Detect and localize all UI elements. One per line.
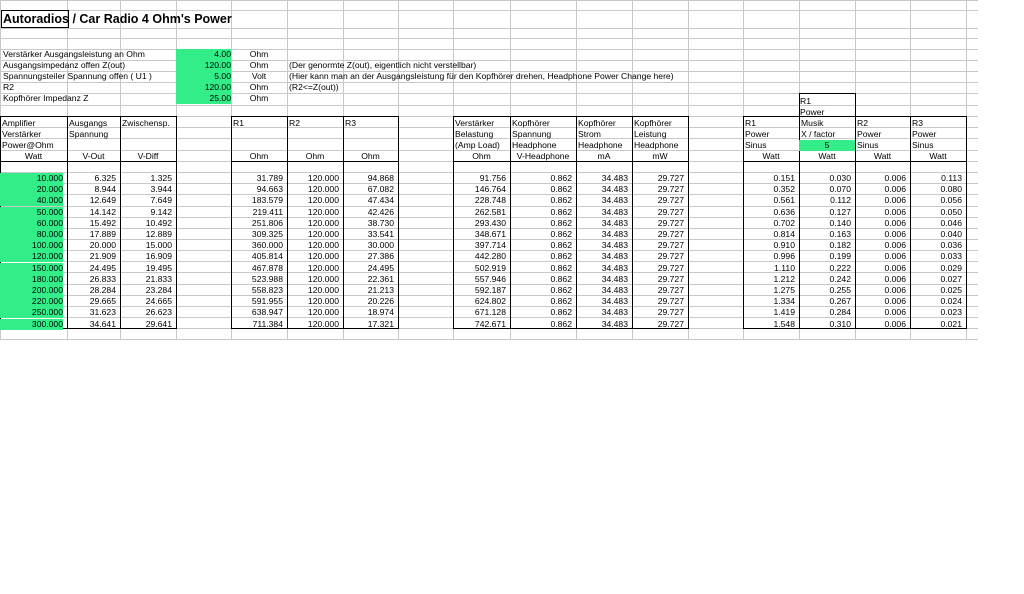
power-input-cell[interactable]: 180.000 bbox=[0, 274, 63, 285]
data-cell: 15.000 bbox=[145, 240, 172, 251]
column-unit: mW bbox=[652, 151, 668, 161]
data-cell: 1.419 bbox=[773, 307, 795, 318]
data-cell: 29.727 bbox=[657, 285, 684, 295]
data-cell: 348.671 bbox=[474, 229, 506, 239]
column-header: Sinus bbox=[912, 140, 934, 150]
data-cell: 0.862 bbox=[550, 195, 572, 206]
data-cell: 309.325 bbox=[251, 229, 283, 239]
data-cell: 34.483 bbox=[601, 251, 628, 262]
column-header: R3 bbox=[912, 118, 923, 128]
data-cell: 0.023 bbox=[940, 307, 962, 318]
data-cell: 29.727 bbox=[657, 229, 684, 239]
column-header: Zwischensp. bbox=[122, 118, 170, 128]
musik-header-power: Power bbox=[800, 107, 825, 117]
data-cell: 10.492 bbox=[145, 217, 172, 228]
data-cell: 0.862 bbox=[550, 307, 572, 318]
grid-line bbox=[799, 93, 855, 94]
data-cell: 146.764 bbox=[474, 184, 506, 195]
power-input-cell[interactable]: 100.000 bbox=[0, 240, 63, 251]
data-cell: 0.310 bbox=[829, 318, 851, 329]
data-cell: 34.483 bbox=[601, 285, 628, 295]
param-note: (Hier kann man an der Ausgangsleistung für den Kopfhörer drehen, Headphone Power Change here) bbox=[289, 71, 674, 81]
data-cell: 0.006 bbox=[884, 184, 906, 195]
data-cell: 251.806 bbox=[251, 217, 283, 228]
data-cell: 0.056 bbox=[940, 195, 962, 206]
data-cell: 0.006 bbox=[884, 285, 906, 295]
param-label: Kopfhörer Impedanz Z bbox=[3, 93, 89, 103]
data-cell: 20.000 bbox=[89, 240, 116, 251]
data-cell: 0.050 bbox=[940, 206, 962, 217]
data-cell: 0.040 bbox=[940, 229, 962, 239]
power-input-cell[interactable]: 20.000 bbox=[0, 184, 63, 195]
column-header: X / factor bbox=[801, 129, 836, 139]
data-cell: 6.325 bbox=[94, 173, 116, 183]
grid-line bbox=[0, 49, 978, 50]
data-cell: 12.889 bbox=[145, 229, 172, 239]
column-unit: Watt bbox=[24, 151, 43, 161]
data-cell: 34.483 bbox=[601, 307, 628, 318]
column-header: Kopfhörer bbox=[634, 118, 672, 128]
data-cell: 0.025 bbox=[940, 285, 962, 295]
column-header: Sinus bbox=[857, 140, 879, 150]
data-cell: 14.142 bbox=[89, 206, 116, 217]
data-cell: 0.027 bbox=[940, 273, 962, 284]
data-cell: 558.823 bbox=[251, 285, 283, 295]
data-cell: 1.325 bbox=[150, 173, 172, 183]
param-value[interactable]: 120.00 bbox=[176, 82, 231, 93]
data-cell: 29.727 bbox=[657, 307, 684, 318]
data-cell: 29.727 bbox=[657, 206, 684, 217]
grid-line bbox=[453, 116, 688, 117]
column-header: (Amp Load) bbox=[455, 140, 500, 150]
column-unit: Watt bbox=[873, 151, 892, 161]
data-cell: 30.000 bbox=[367, 240, 394, 251]
data-cell: 34.483 bbox=[601, 184, 628, 195]
data-cell: 34.483 bbox=[601, 195, 628, 206]
data-cell: 67.082 bbox=[367, 184, 394, 195]
data-cell: 21.909 bbox=[89, 251, 116, 262]
data-cell: 624.802 bbox=[474, 296, 506, 307]
data-cell: 228.748 bbox=[474, 195, 506, 206]
data-cell: 120.000 bbox=[307, 251, 339, 262]
data-cell: 0.006 bbox=[884, 307, 906, 318]
data-cell: 0.006 bbox=[884, 262, 906, 273]
data-cell: 0.006 bbox=[884, 240, 906, 251]
data-cell: 1.548 bbox=[773, 318, 795, 329]
column-header: R1 bbox=[745, 118, 756, 128]
data-cell: 42.426 bbox=[367, 206, 394, 217]
data-cell: 34.483 bbox=[601, 240, 628, 251]
column-header: Spannung bbox=[512, 129, 552, 139]
column-header: Kopfhörer bbox=[578, 118, 616, 128]
data-cell: 0.862 bbox=[550, 285, 572, 295]
data-cell: 7.649 bbox=[150, 195, 172, 206]
column-header: Power@Ohm bbox=[2, 140, 54, 150]
data-cell: 29.727 bbox=[657, 240, 684, 251]
data-cell: 0.862 bbox=[550, 206, 572, 217]
grid-line bbox=[0, 0, 978, 1]
data-cell: 23.284 bbox=[145, 285, 172, 295]
data-cell: 0.112 bbox=[830, 195, 851, 206]
data-cell: 33.541 bbox=[367, 229, 394, 239]
data-cell: 22.361 bbox=[367, 273, 394, 284]
data-cell: 0.814 bbox=[773, 229, 795, 239]
data-cell: 29.727 bbox=[657, 173, 684, 183]
data-cell: 0.140 bbox=[829, 217, 851, 228]
grid-line bbox=[0, 10, 978, 11]
power-input-cell[interactable]: 80.000 bbox=[0, 229, 63, 240]
data-cell: 405.814 bbox=[251, 251, 283, 262]
power-input-cell[interactable]: 40.000 bbox=[0, 195, 63, 206]
param-unit: Ohm bbox=[249, 93, 269, 103]
param-unit: Ohm bbox=[249, 49, 269, 59]
data-cell: 293.430 bbox=[474, 217, 506, 228]
data-cell: 94.868 bbox=[367, 173, 394, 183]
data-cell: 120.000 bbox=[307, 307, 339, 318]
data-cell: 0.862 bbox=[550, 273, 572, 284]
data-cell: 29.727 bbox=[657, 251, 684, 262]
power-input-cell[interactable]: 10.000 bbox=[0, 173, 63, 184]
param-label: Verstärker Ausgangsleistung an Ohm bbox=[3, 49, 145, 59]
column-header: Power bbox=[912, 129, 937, 139]
data-cell: 29.641 bbox=[145, 318, 172, 329]
column-header: Headphone bbox=[634, 140, 679, 150]
data-cell: 0.030 bbox=[829, 173, 851, 183]
data-cell: 34.641 bbox=[89, 318, 116, 329]
data-cell: 94.663 bbox=[256, 184, 283, 195]
column-header: Kopfhörer bbox=[512, 118, 550, 128]
data-cell: 1.334 bbox=[773, 296, 795, 307]
data-cell: 0.182 bbox=[829, 240, 851, 251]
data-cell: 0.242 bbox=[829, 273, 851, 284]
data-cell: 0.255 bbox=[829, 285, 851, 295]
data-cell: 0.561 bbox=[773, 195, 795, 206]
grid-line bbox=[0, 38, 978, 39]
data-cell: 0.862 bbox=[550, 240, 572, 251]
grid-line bbox=[0, 28, 978, 29]
data-cell: 120.000 bbox=[307, 262, 339, 273]
data-cell: 742.671 bbox=[474, 318, 506, 329]
data-cell: 17.889 bbox=[89, 229, 116, 239]
data-cell: 0.862 bbox=[550, 184, 572, 195]
data-cell: 15.492 bbox=[89, 217, 116, 228]
data-cell: 0.006 bbox=[884, 206, 906, 217]
data-cell: 0.163 bbox=[829, 229, 851, 239]
data-cell: 120.000 bbox=[307, 240, 339, 251]
data-cell: 20.226 bbox=[367, 296, 394, 307]
data-cell: 34.483 bbox=[601, 217, 628, 228]
column-header: R2 bbox=[857, 118, 868, 128]
data-cell: 21.833 bbox=[145, 273, 172, 284]
data-cell: 31.789 bbox=[256, 173, 283, 183]
data-cell: 591.955 bbox=[251, 296, 283, 307]
data-cell: 0.029 bbox=[940, 262, 962, 273]
data-cell: 467.878 bbox=[251, 262, 283, 273]
column-header: Amplifier bbox=[2, 118, 36, 128]
param-value[interactable]: 25.00 bbox=[176, 93, 231, 104]
data-cell: 0.636 bbox=[773, 206, 795, 217]
musik-factor-input[interactable]: 5 bbox=[799, 140, 855, 151]
data-cell: 34.483 bbox=[601, 318, 628, 329]
data-cell: 26.833 bbox=[89, 273, 116, 284]
data-cell: 29.727 bbox=[657, 273, 684, 284]
data-cell: 183.579 bbox=[251, 195, 283, 206]
data-cell: 442.280 bbox=[474, 251, 506, 262]
data-cell: 0.222 bbox=[829, 262, 851, 273]
param-value[interactable]: 5.00 bbox=[176, 71, 231, 82]
param-label: Ausgangsimpedanz offen Z(out) bbox=[3, 60, 126, 70]
param-value[interactable]: 4.00 bbox=[176, 49, 231, 60]
grid-line bbox=[0, 116, 176, 117]
grid-line bbox=[176, 116, 177, 328]
grid-line bbox=[398, 116, 399, 328]
data-cell: 0.127 bbox=[829, 206, 851, 217]
data-cell: 0.006 bbox=[884, 251, 906, 262]
column-unit: Watt bbox=[818, 151, 836, 161]
param-unit: Volt bbox=[251, 71, 267, 81]
column-unit: Watt bbox=[929, 151, 947, 161]
power-input-cell[interactable]: 220.000 bbox=[0, 296, 63, 307]
data-cell: 262.581 bbox=[474, 206, 506, 217]
data-cell: 0.862 bbox=[550, 296, 572, 307]
column-header: Leistung bbox=[634, 129, 667, 139]
data-cell: 0.070 bbox=[829, 184, 851, 195]
param-label: Spannungsteiler Spannung offen ( U1 ) bbox=[3, 71, 152, 81]
data-cell: 0.046 bbox=[940, 217, 962, 228]
column-header: Strom bbox=[578, 129, 601, 139]
data-cell: 0.006 bbox=[884, 217, 906, 228]
power-input-cell[interactable]: 60.000 bbox=[0, 218, 63, 229]
data-cell: 27.386 bbox=[367, 251, 394, 262]
data-cell: 34.483 bbox=[601, 229, 628, 239]
column-header: R1 bbox=[233, 118, 244, 128]
data-cell: 120.000 bbox=[307, 206, 339, 217]
data-cell: 0.862 bbox=[550, 251, 572, 262]
data-cell: 29.727 bbox=[657, 318, 684, 329]
data-cell: 0.036 bbox=[940, 240, 962, 251]
data-cell: 24.495 bbox=[367, 262, 394, 273]
column-unit: Ohm bbox=[472, 151, 491, 161]
data-cell: 120.000 bbox=[307, 229, 339, 239]
sheet-title-part-a: Autoradios bbox=[3, 12, 69, 26]
column-unit: Ohm bbox=[305, 151, 325, 161]
data-cell: 0.006 bbox=[884, 296, 906, 307]
data-cell: 0.862 bbox=[550, 262, 572, 273]
data-cell: 120.000 bbox=[307, 285, 339, 295]
data-cell: 29.727 bbox=[657, 296, 684, 307]
column-header: Headphone bbox=[578, 140, 623, 150]
data-cell: 120.000 bbox=[307, 217, 339, 228]
data-cell: 34.483 bbox=[601, 173, 628, 183]
data-cell: 38.730 bbox=[367, 217, 394, 228]
column-header: Musik bbox=[801, 118, 824, 128]
data-cell: 592.187 bbox=[474, 285, 506, 295]
data-cell: 28.284 bbox=[89, 285, 116, 295]
param-unit: Ohm bbox=[249, 82, 269, 92]
data-cell: 0.113 bbox=[941, 173, 962, 183]
param-label: R2 bbox=[3, 82, 14, 92]
power-input-cell[interactable]: 250.000 bbox=[0, 307, 63, 318]
data-cell: 29.727 bbox=[657, 262, 684, 273]
data-cell: 502.919 bbox=[474, 262, 506, 273]
grid-line bbox=[0, 60, 978, 61]
data-cell: 34.483 bbox=[601, 206, 628, 217]
data-cell: 0.910 bbox=[773, 240, 795, 251]
data-cell: 120.000 bbox=[307, 318, 339, 329]
power-input-cell[interactable]: 200.000 bbox=[0, 285, 63, 296]
data-cell: 0.352 bbox=[773, 184, 795, 195]
data-cell: 0.024 bbox=[940, 296, 962, 307]
column-header: Verstärker bbox=[455, 118, 495, 128]
param-note: (Der genormte Z(out), eigentlich nicht verstellbar) bbox=[289, 60, 477, 70]
data-cell: 120.000 bbox=[307, 296, 339, 307]
grid-line bbox=[966, 116, 967, 328]
data-cell: 219.411 bbox=[252, 206, 283, 217]
data-cell: 29.727 bbox=[657, 195, 684, 206]
data-cell: 18.974 bbox=[367, 307, 394, 318]
column-header: R2 bbox=[289, 118, 300, 128]
data-cell: 91.756 bbox=[479, 173, 506, 183]
data-cell: 26.623 bbox=[145, 307, 172, 318]
data-cell: 0.006 bbox=[884, 318, 906, 329]
data-cell: 0.033 bbox=[940, 251, 962, 262]
grid-line bbox=[0, 105, 978, 106]
data-cell: 0.996 bbox=[773, 251, 795, 262]
data-cell: 0.862 bbox=[550, 229, 572, 239]
param-value[interactable]: 120.00 bbox=[176, 60, 231, 71]
data-cell: 24.495 bbox=[89, 262, 116, 273]
data-cell: 0.021 bbox=[940, 318, 962, 329]
grid-line bbox=[0, 82, 978, 83]
column-header: Spannung bbox=[69, 129, 109, 139]
grid-line bbox=[855, 93, 856, 116]
param-unit: Ohm bbox=[249, 60, 269, 70]
data-cell: 21.213 bbox=[367, 285, 394, 295]
data-cell: 523.988 bbox=[251, 273, 283, 284]
data-cell: 1.110 bbox=[774, 262, 795, 273]
column-header: Verstärker bbox=[2, 129, 42, 139]
column-header: Belastung bbox=[455, 129, 494, 139]
data-cell: 711.384 bbox=[252, 318, 283, 329]
data-cell: 34.483 bbox=[601, 262, 628, 273]
power-input-cell[interactable]: 120.000 bbox=[0, 251, 63, 262]
data-cell: 29.665 bbox=[89, 296, 116, 307]
data-cell: 0.006 bbox=[884, 195, 906, 206]
data-cell: 120.000 bbox=[307, 273, 339, 284]
data-cell: 120.000 bbox=[307, 184, 339, 195]
grid-line bbox=[0, 339, 978, 340]
column-unit: V-Out bbox=[82, 151, 105, 161]
column-unit: mA bbox=[597, 151, 611, 161]
data-cell: 1.275 bbox=[773, 285, 795, 295]
data-cell: 8.944 bbox=[94, 184, 116, 195]
data-cell: 0.151 bbox=[773, 173, 795, 183]
data-cell: 17.321 bbox=[367, 318, 394, 329]
data-cell: 0.080 bbox=[940, 184, 962, 195]
data-cell: 0.862 bbox=[550, 217, 572, 228]
data-cell: 638.947 bbox=[251, 307, 283, 318]
data-cell: 16.909 bbox=[145, 251, 172, 262]
column-header: R3 bbox=[345, 118, 356, 128]
data-cell: 3.944 bbox=[150, 184, 172, 195]
param-note: (R2<=Z(out)) bbox=[289, 82, 339, 92]
data-cell: 397.714 bbox=[474, 240, 506, 251]
power-input-cell[interactable]: 150.000 bbox=[0, 263, 63, 274]
data-cell: 19.495 bbox=[145, 262, 172, 273]
data-cell: 0.267 bbox=[829, 296, 851, 307]
data-cell: 0.702 bbox=[773, 217, 795, 228]
data-cell: 1.212 bbox=[773, 273, 795, 284]
data-cell: 0.199 bbox=[829, 251, 851, 262]
power-input-cell[interactable]: 300.000 bbox=[0, 319, 63, 330]
data-cell: 557.946 bbox=[474, 273, 506, 284]
musik-header-r1: R1 bbox=[800, 96, 811, 106]
column-unit: Watt bbox=[762, 151, 780, 161]
grid-line bbox=[688, 116, 689, 328]
column-unit: Ohm bbox=[361, 151, 380, 161]
column-unit: V-Diff bbox=[137, 151, 159, 161]
data-cell: 0.862 bbox=[550, 318, 572, 329]
sheet-title-part-b: / Car Radio 4 Ohm's Power bbox=[68, 12, 232, 26]
data-cell: 34.483 bbox=[601, 273, 628, 284]
sheet-title bbox=[3, 12, 232, 27]
data-cell: 0.006 bbox=[884, 273, 906, 284]
data-cell: 31.623 bbox=[89, 307, 116, 318]
data-cell: 0.006 bbox=[884, 173, 906, 183]
column-header: Power bbox=[745, 129, 770, 139]
power-input-cell[interactable]: 50.000 bbox=[0, 207, 63, 218]
data-cell: 47.434 bbox=[367, 195, 394, 206]
data-cell: 120.000 bbox=[307, 195, 339, 206]
data-cell: 9.142 bbox=[150, 206, 172, 217]
grid-line bbox=[231, 116, 398, 117]
data-cell: 12.649 bbox=[89, 195, 116, 206]
data-cell: 34.483 bbox=[601, 296, 628, 307]
data-cell: 24.665 bbox=[145, 296, 172, 307]
data-cell: 29.727 bbox=[657, 184, 684, 195]
data-cell: 0.006 bbox=[884, 229, 906, 239]
data-cell: 0.284 bbox=[829, 307, 851, 318]
data-cell: 120.000 bbox=[307, 173, 339, 183]
column-header: Headphone bbox=[512, 140, 557, 150]
column-unit: V-Headphone bbox=[516, 151, 570, 161]
column-unit: Ohm bbox=[249, 151, 269, 161]
column-header: Ausgangs bbox=[69, 118, 108, 128]
data-cell: 671.128 bbox=[474, 307, 506, 318]
column-header: Sinus bbox=[745, 140, 767, 150]
data-cell: 0.862 bbox=[550, 173, 572, 183]
data-cell: 360.000 bbox=[251, 240, 283, 251]
column-header: Power bbox=[857, 129, 882, 139]
data-cell: 29.727 bbox=[657, 217, 684, 228]
